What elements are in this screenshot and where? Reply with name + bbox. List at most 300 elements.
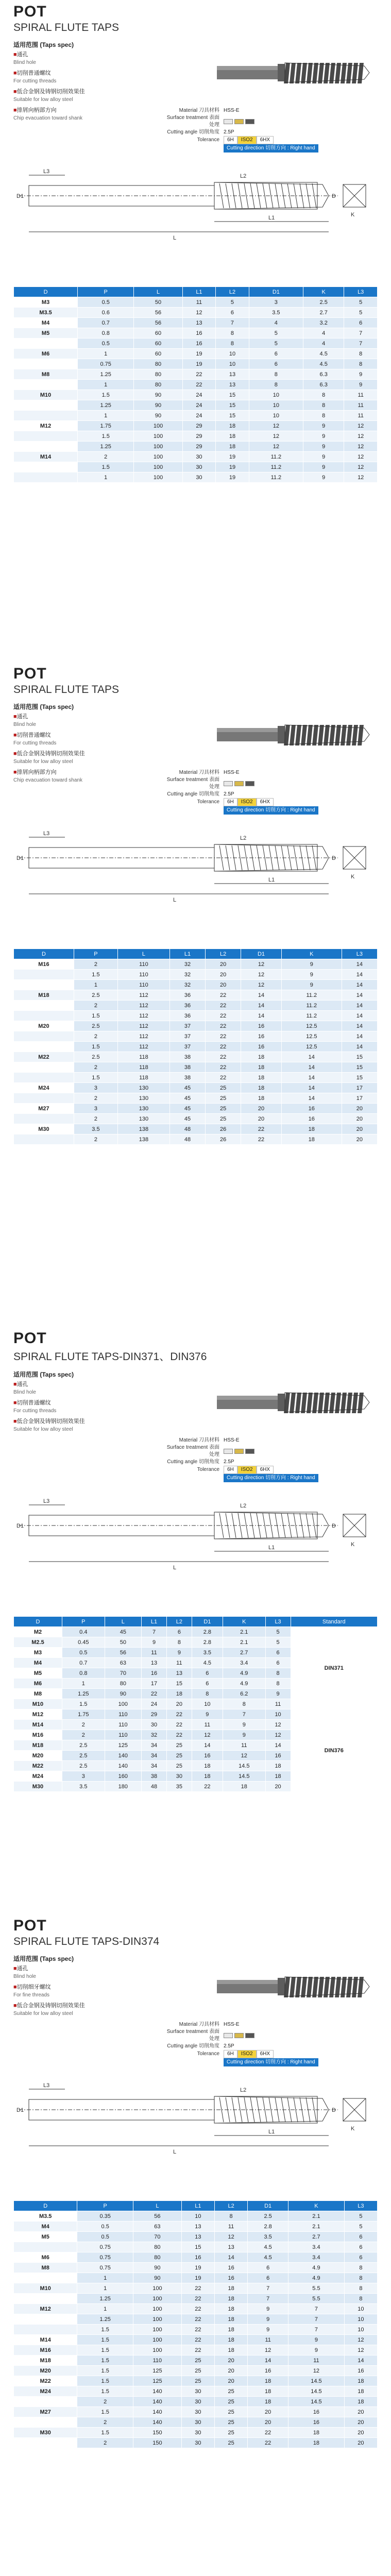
table-row [14, 2252, 378, 2263]
table-row [14, 431, 378, 442]
table-cell: M12 [14, 421, 78, 431]
table-cell: 80 [105, 1679, 141, 1689]
table-cell: 45 [169, 1104, 205, 1114]
table-cell: 22 [248, 2428, 288, 2438]
table-cell: 180 [105, 1782, 141, 1792]
table-cell: 9 [303, 442, 344, 452]
table-cell: 9 [142, 1637, 167, 1648]
table-cell: 12 [265, 1720, 291, 1730]
table-row [14, 1104, 378, 1114]
table-cell: 7 [216, 318, 249, 328]
table-row [14, 1021, 378, 1031]
table-row [14, 2428, 378, 2438]
table-cell: 16 [214, 2263, 247, 2273]
table-cell: 2 [74, 1093, 117, 1104]
table-cell: 12.5 [281, 1042, 342, 1052]
table-cell: 2.7 [223, 1648, 265, 1658]
tolerance-class: 6HX [257, 798, 274, 806]
product-hero [13, 703, 378, 817]
table-cell: 34 [142, 1751, 167, 1761]
table-cell: 9 [288, 2345, 345, 2355]
table-cell: 3.2 [303, 318, 344, 328]
table-cell: 11 [265, 1699, 291, 1709]
table-cell: 14 [342, 970, 377, 980]
feature-en: For cutting threads [13, 740, 57, 746]
table-cell: 2 [74, 1134, 117, 1145]
tolerance-label: Tolerance [197, 1467, 219, 1472]
table-header: D1 [192, 1617, 223, 1627]
table-cell: 14 [342, 1042, 377, 1052]
table-cell: 20 [342, 1134, 377, 1145]
feature-zh: ■ 通孔 [13, 51, 168, 59]
features-label: 适用范围 (Taps spec) [13, 41, 74, 48]
feature-item [13, 750, 168, 766]
svg-text:L1: L1 [268, 877, 275, 883]
table-cell: 70 [105, 1668, 141, 1679]
table-cell: 12 [344, 431, 378, 442]
feature-en: Blind hole [13, 60, 36, 65]
table-row [14, 959, 378, 970]
table-cell: 15 [342, 1062, 377, 1073]
table-cell: 18 [248, 2397, 288, 2407]
svg-text:L: L [173, 1565, 177, 1571]
dimension-table [13, 286, 378, 483]
tolerance-class: 6HX [257, 2050, 274, 2058]
table-row [14, 442, 378, 452]
table-cell: 18 [216, 421, 249, 431]
table-cell: 22 [206, 1062, 241, 1073]
table-row [14, 2397, 378, 2407]
table-cell: 11.2 [281, 1001, 342, 1011]
product-title: SPIRAL FLUTE TAPS-DIN371、DIN376 [13, 1351, 207, 1363]
table-cell: 3.5 [62, 1782, 105, 1792]
table-cell: 20 [344, 2438, 377, 2448]
table-cell: 1.25 [78, 442, 134, 452]
table-cell: 17 [342, 1083, 377, 1093]
table-cell [14, 1073, 74, 1083]
table-cell: 140 [133, 2407, 182, 2417]
table-cell: 2.1 [223, 1637, 265, 1648]
table-cell: 16 [241, 1042, 282, 1052]
table-cell: 13 [181, 2222, 214, 2232]
table-cell: 25 [206, 1093, 241, 1104]
tolerance-class: 6H [224, 136, 237, 144]
table-cell: 38 [142, 1771, 167, 1782]
table-cell: 18 [214, 2294, 247, 2304]
table-cell: 8 [344, 349, 378, 359]
table-row [14, 990, 378, 1001]
table-cell: 90 [133, 2263, 182, 2273]
table-cell: 0.75 [78, 359, 134, 369]
table-cell: 18 [241, 1083, 282, 1093]
table-row [14, 1073, 378, 1083]
product-hero [13, 1371, 378, 1484]
table-cell: 25 [214, 2397, 247, 2407]
table-cell: 8 [216, 338, 249, 349]
table-row [14, 2232, 378, 2242]
table-cell: 37 [169, 1021, 205, 1031]
table-cell: 0.8 [62, 1668, 105, 1679]
table-row [14, 1083, 378, 1093]
table-cell: 0.5 [78, 297, 134, 308]
table-cell: 100 [133, 2335, 182, 2345]
table-header: P [74, 949, 117, 959]
table-cell: 10 [344, 2314, 377, 2325]
table-cell: 20 [248, 2407, 288, 2417]
table-cell: 14 [241, 990, 282, 1001]
table-cell: 36 [169, 990, 205, 1001]
table-row [14, 1114, 378, 1124]
feature-item [13, 1381, 168, 1396]
table-header: L [117, 949, 169, 959]
table-cell: M18 [14, 1740, 62, 1751]
feature-en: Suitable for low alloy steel [13, 2011, 73, 2016]
feature-zh: ■ 通孔 [13, 713, 168, 721]
table-row [14, 2345, 378, 2355]
table-cell: 4.9 [288, 2273, 345, 2283]
table-cell: 9 [281, 980, 342, 990]
cutting-direction-note: Cutting direction 切削方向 : Right hand [224, 2058, 318, 2066]
spec-panel [163, 2021, 318, 2066]
table-cell [14, 1011, 74, 1021]
table-cell: 9 [166, 1648, 192, 1658]
table-row [14, 2211, 378, 2222]
table-cell: M8 [14, 1689, 62, 1699]
tolerance-class: ISO2 [237, 136, 257, 144]
svg-text:L: L [173, 235, 177, 241]
table-cell: 14.5 [288, 2386, 345, 2397]
table-cell: 14 [241, 1001, 282, 1011]
table-cell: 11 [223, 1740, 265, 1751]
table-cell: 25 [214, 2407, 247, 2417]
svg-text:K: K [351, 2126, 355, 2132]
table-cell: 12.5 [281, 1031, 342, 1042]
table-cell: M8 [14, 2263, 77, 2273]
table-cell: 12 [288, 2366, 345, 2376]
feature-item [13, 70, 168, 85]
table-cell: 0.75 [77, 2263, 133, 2273]
table-cell: 14 [248, 2355, 288, 2366]
table-cell: 8 [223, 1699, 265, 1709]
table-cell: 22 [206, 1021, 241, 1031]
table-header: K [223, 1617, 265, 1627]
table-cell: 30 [182, 462, 216, 472]
table-cell: 2.5 [74, 1021, 117, 1031]
table-cell: 5 [344, 2211, 377, 2222]
table-cell: 80 [134, 359, 182, 369]
table-cell: 12 [344, 452, 378, 462]
tap-product-image [217, 1959, 371, 2016]
table-cell: 36 [169, 1001, 205, 1011]
table-cell: 18 [265, 1761, 291, 1771]
table-header: L [105, 1617, 141, 1627]
table-cell: M6 [14, 349, 78, 359]
table-cell: 0.5 [62, 1648, 105, 1658]
table-cell: 56 [105, 1648, 141, 1658]
table-cell: 20 [241, 1104, 282, 1114]
table-cell: 14 [265, 1740, 291, 1751]
table-cell: 24 [182, 411, 216, 421]
table-cell: M2 [14, 1627, 62, 1637]
table-cell: 9 [344, 369, 378, 380]
table-cell: 16 [241, 1021, 282, 1031]
table-cell: 22 [182, 369, 216, 380]
table-cell: 14 [342, 990, 377, 1001]
table-cell: 9 [303, 452, 344, 462]
table-cell: 0.75 [77, 2242, 133, 2252]
table-cell: 48 [142, 1782, 167, 1792]
table-cell: 22 [206, 1001, 241, 1011]
table-header: D1 [248, 2201, 288, 2211]
cutting-direction-note: Cutting direction 切削方向 : Right hand [224, 1474, 318, 1482]
table-cell: 90 [105, 1689, 141, 1699]
table-header: L [134, 287, 182, 297]
table-cell: 18 [241, 1093, 282, 1104]
table-cell: 8 [216, 328, 249, 338]
table-cell: 1.5 [62, 1699, 105, 1709]
table-row [14, 1052, 378, 1062]
table-cell: 16 [182, 328, 216, 338]
table-cell: M6 [14, 2252, 77, 2263]
tolerance-class: 6HX [257, 1466, 274, 1474]
tap-product-image [217, 1375, 371, 1432]
table-cell: 35 [166, 1782, 192, 1792]
table-cell: 22 [181, 2335, 214, 2345]
table-cell: 45 [169, 1114, 205, 1124]
table-cell: 3.4 [223, 1658, 265, 1668]
table-cell: 12 [344, 2345, 377, 2355]
product-section [0, 662, 391, 1327]
feature-zh: ■ 切削普通螺纹 [13, 1399, 168, 1407]
svg-text:L3: L3 [43, 831, 50, 837]
svg-text:K: K [351, 1541, 355, 1548]
table-cell: 8 [344, 2273, 377, 2283]
table-cell: 7 [248, 2294, 288, 2304]
table-cell: 14.5 [223, 1761, 265, 1771]
table-cell [14, 2242, 77, 2252]
table-cell: M4 [14, 1658, 62, 1668]
table-row [14, 2355, 378, 2366]
table-cell: 14 [342, 959, 377, 970]
table-cell: 30 [181, 2428, 214, 2438]
table-cell [14, 400, 78, 411]
table-cell: 100 [134, 452, 182, 462]
table-cell: 2.1 [288, 2211, 345, 2222]
tolerance-class: ISO2 [237, 798, 257, 806]
table-cell: 7 [344, 328, 378, 338]
table-cell: 6 [344, 2252, 377, 2263]
table-cell: 30 [181, 2386, 214, 2397]
table-cell: 130 [117, 1083, 169, 1093]
table-cell: 14 [281, 1052, 342, 1062]
table-cell: 2 [74, 1114, 117, 1124]
table-cell: 22 [181, 2325, 214, 2335]
table-cell: 12 [241, 959, 282, 970]
table-cell: 9 [303, 472, 344, 483]
table-cell: 110 [105, 1730, 141, 1740]
table-row [14, 2407, 378, 2417]
table-header: L2 [166, 1617, 192, 1627]
table-cell: 1 [78, 411, 134, 421]
surface-label: Surface treatment 表面处理 [166, 2029, 219, 2042]
table-cell: 125 [133, 2366, 182, 2376]
table-cell: M5 [14, 328, 78, 338]
table-cell: 7 [223, 1709, 265, 1720]
table-cell: 18 [214, 2304, 247, 2314]
table-cell [14, 411, 78, 421]
table-cell: 5 [216, 297, 249, 308]
table-cell: 140 [133, 2397, 182, 2407]
table-cell [14, 442, 78, 452]
table-cell: 12 [192, 1730, 223, 1740]
table-cell: 36 [169, 1011, 205, 1021]
table-cell: 150 [133, 2438, 182, 2448]
table-cell: M5 [14, 2232, 77, 2242]
table-cell: M2.5 [14, 1637, 62, 1648]
table-cell: 14 [281, 1093, 342, 1104]
brand-title: POT [13, 665, 47, 682]
table-cell: 1.5 [74, 1011, 117, 1021]
table-cell: 1 [74, 980, 117, 990]
table-cell: 2 [62, 1730, 105, 1740]
table-header: L [133, 2201, 182, 2211]
table-cell: 1.5 [78, 390, 134, 400]
table-cell: 48 [169, 1134, 205, 1145]
table-cell: 0.5 [77, 2222, 133, 2232]
dimension-table [13, 948, 378, 1145]
table-cell: 11 [182, 297, 216, 308]
table-cell: 7 [288, 2314, 345, 2325]
table-cell: 5 [265, 1637, 291, 1648]
product-hero [13, 1955, 378, 2069]
table-cell: 0.45 [62, 1637, 105, 1648]
table-row [14, 2325, 378, 2335]
table-cell: 25 [181, 2376, 214, 2386]
table-cell: 22 [206, 1073, 241, 1083]
tolerance-label: Tolerance [197, 2051, 219, 2057]
table-row [14, 297, 378, 308]
table-cell: 50 [105, 1637, 141, 1648]
table-header: P [62, 1617, 105, 1627]
table-cell: 22 [206, 1011, 241, 1021]
table-cell: 1.5 [77, 2428, 133, 2438]
table-cell: M30 [14, 1782, 62, 1792]
feature-en: Suitable for low alloy steel [13, 759, 73, 765]
table-cell: 12 [344, 421, 378, 431]
table-cell: 16 [241, 1031, 282, 1042]
table-cell: 160 [105, 1771, 141, 1782]
table-cell: 16 [281, 1114, 342, 1124]
table-cell: 125 [133, 2376, 182, 2386]
table-cell: 18 [265, 1771, 291, 1782]
table-cell: 30 [181, 2397, 214, 2407]
table-cell: 18 [216, 442, 249, 452]
table-cell: 17 [142, 1679, 167, 1689]
material-label: Material 刀具材料 [179, 770, 219, 775]
table-cell: 10 [181, 2211, 214, 2222]
table-cell: M24 [14, 1083, 74, 1093]
table-cell: 22 [206, 1042, 241, 1052]
table-cell: 12 [241, 970, 282, 980]
table-cell: 6 [265, 1658, 291, 1668]
table-cell: 3.4 [288, 2252, 345, 2263]
table-cell: M16 [14, 959, 74, 970]
table-cell: 14 [281, 1083, 342, 1093]
features-list [13, 41, 168, 125]
table-cell: 14 [344, 2355, 377, 2366]
feature-zh: ■ 排屑向柄部方向 [13, 769, 168, 776]
feature-item [13, 2002, 168, 2018]
table-cell: M24 [14, 2386, 77, 2397]
table-cell: 38 [169, 1062, 205, 1073]
table-cell: 70 [133, 2232, 182, 2242]
table-row [14, 1001, 378, 1011]
table-cell: 90 [134, 400, 182, 411]
table-cell: 2 [74, 959, 117, 970]
table-cell: 0.5 [77, 2232, 133, 2242]
table-cell: M12 [14, 1709, 62, 1720]
table-cell: 4.5 [248, 2242, 288, 2252]
table-cell: 2.5 [74, 1052, 117, 1062]
table-cell: 100 [134, 421, 182, 431]
table-cell: 2.7 [288, 2232, 345, 2242]
table-cell: 10 [216, 359, 249, 369]
table-cell: 4.9 [223, 1668, 265, 1679]
table-row [14, 2283, 378, 2294]
material-label: Material 刀具材料 [179, 2022, 219, 2027]
table-cell: 100 [133, 2314, 182, 2325]
table-cell: 9 [303, 421, 344, 431]
feature-en: Blind hole [13, 722, 36, 727]
table-cell: 12 [182, 308, 216, 318]
table-cell: 2.1 [288, 2222, 345, 2232]
table-cell: 20 [344, 2428, 377, 2438]
svg-text:D: D [332, 855, 336, 861]
feature-item [13, 1965, 168, 1980]
table-cell: 4 [303, 328, 344, 338]
table-cell: 0.75 [77, 2252, 133, 2263]
table-cell: 15 [342, 1073, 377, 1083]
table-cell: 60 [134, 349, 182, 359]
table-cell: 18 [281, 1124, 342, 1134]
table-cell: 18 [214, 2314, 247, 2325]
table-cell: 29 [182, 421, 216, 431]
table-cell: 22 [181, 2345, 214, 2355]
table-cell: 110 [117, 959, 169, 970]
table-cell: 0.35 [77, 2211, 133, 2222]
table-cell: 4 [303, 338, 344, 349]
technical-drawing [13, 155, 378, 273]
table-cell: M27 [14, 2407, 77, 2417]
table-cell [14, 1093, 74, 1104]
table-cell: M18 [14, 990, 74, 1001]
table-header: P [77, 2201, 133, 2211]
table-cell: 18 [241, 1073, 282, 1083]
table-cell: 80 [134, 380, 182, 390]
table-cell: 10 [249, 390, 303, 400]
brand-title: POT [13, 1917, 47, 1934]
material-label: Material 刀具材料 [179, 1437, 219, 1443]
table-cell: 1.25 [62, 1689, 105, 1699]
table-cell: 10 [344, 2325, 377, 2335]
table-cell: 30 [182, 472, 216, 483]
table-row [14, 2335, 378, 2345]
table-cell: 20 [241, 1114, 282, 1124]
table-cell: 18 [223, 1782, 265, 1792]
table-cell [14, 1114, 74, 1124]
tolerance-label: Tolerance [197, 137, 219, 143]
table-cell: 32 [169, 959, 205, 970]
